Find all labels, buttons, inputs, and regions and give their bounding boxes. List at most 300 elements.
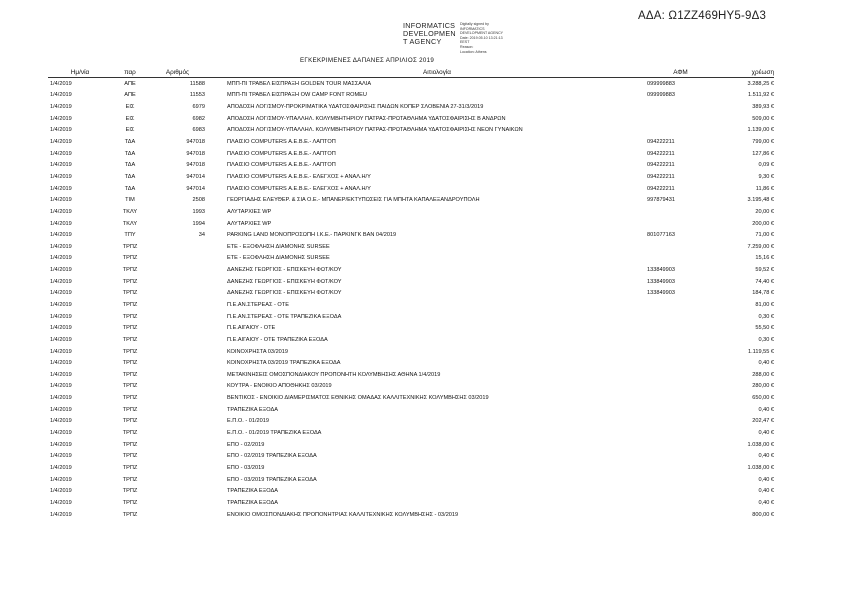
cell-par: ΕΙΣ: [125, 115, 135, 122]
cell-spacer: [205, 427, 227, 439]
cell-spacer: [205, 451, 227, 463]
cell-afm: 099999883: [647, 80, 675, 87]
cell-amount: 288,00 €: [752, 371, 774, 378]
digital-signature-info: [460, 22, 503, 54]
cell-afm: [647, 206, 714, 218]
cell-afm: [647, 427, 714, 439]
cell-par: ΤΡΠΖ: [122, 383, 138, 390]
cell-description: ΜΕΤΑΚΙΝΗΣΕΙΣ ΟΜΟΣΠΟΝΔΙΑΚΟΥ ΠΡΟΠΟΝΗΤΗ ΚΟΛΥΜΒΗΣΗΣ ΑΘΗΝΑ 1/4/2019: [227, 371, 441, 378]
cell-amount: 1.119,55 €: [747, 348, 774, 355]
cell-amount: 74,40 €: [755, 278, 774, 285]
cell-number: 6979: [192, 104, 205, 111]
cell-number: 947014: [186, 173, 205, 180]
table-row: [48, 288, 774, 300]
cell-number: [150, 369, 205, 381]
cell-description: ΒΕΝΤΙΚΟΣ - ΕΝΟΙΚΙΟ ΔΙΑΜΕΡΙΣΜΑΤΟΣ ΕΘΝΙΚΗΣ ΟΜΑΔΑΣ ΚΑΛΛΙΤΕΧΝΙΚΗΣ ΚΟΛΥΜΒΗΣΗΣ 03/2019: [227, 395, 489, 402]
cell-afm: [647, 369, 714, 381]
cell-description: ΔΑΝΕΖΗΣ ΓΕΩΡΓΙΟΣ - ΕΠΙΣΚΕΥΗ ΦΩΤ/ΚΟΥ: [227, 278, 342, 285]
cell-description: ΤΡΑΠΕΖΙΚΑ ΕΞΟΔΑ: [227, 406, 278, 413]
table-row: [48, 264, 774, 276]
cell-description: ΕΠΟ - 03/2019 ΤΡΑΠΕΖΙΚΑ ΕΞΟΔΑ: [227, 476, 317, 483]
cell-description: ΤΡΑΠΕΖΙΚΑ ΕΞΟΔΑ: [227, 488, 278, 495]
cell-afm: [647, 497, 714, 509]
cell-amount: 0,30 €: [758, 336, 774, 343]
cell-spacer: [205, 136, 227, 148]
table-body: [48, 78, 774, 521]
expenses-table: [48, 67, 774, 520]
table-row: [48, 206, 774, 218]
cell-par: ΤΡΠΖ: [122, 301, 138, 308]
cell-description: PARKING LAND ΜΟΝΟΠΡΟΣΩΠΗ Ι.Κ.Ε.- ΠΑΡΚΙΝΓΚ ΒΑΝ 04/2019: [227, 232, 397, 239]
cell-number: [150, 439, 205, 451]
cell-description: Π.Ε.ΑΙΓΑΙΟΥ - ΟΤΕ ΤΡΑΠΕΖΙΚΑ ΕΞΟΔΑ: [227, 336, 328, 343]
cell-par: ΤΡΠΖ: [122, 464, 138, 471]
cell-date: 1/4/2019: [50, 290, 72, 297]
table-row: [48, 404, 774, 416]
table-row: [48, 125, 774, 137]
cell-par: ΤΡΠΖ: [122, 267, 138, 274]
cell-amount: 55,50 €: [755, 325, 774, 332]
header-par: παρ: [110, 67, 150, 78]
cell-description: ΔΑΝΕΖΗΣ ΓΕΩΡΓΙΟΣ - ΕΠΙΣΚΕΥΗ ΦΩΤ/ΚΟΥ: [227, 290, 342, 297]
table-row: [48, 392, 774, 404]
table-row: [48, 229, 774, 241]
cell-number: [150, 241, 205, 253]
cell-afm: [647, 346, 714, 358]
cell-afm: [647, 241, 714, 253]
organization-name: [403, 22, 456, 47]
cell-amount: 389,93 €: [752, 104, 774, 111]
cell-spacer: [205, 194, 227, 206]
cell-afm: [647, 299, 714, 311]
cell-amount: 0,40 €: [758, 430, 774, 437]
signature-info-line: DEVELOPMENT AGENCY: [460, 31, 504, 36]
cell-number: [150, 276, 205, 288]
table-row: [48, 148, 774, 160]
signature-info-line: Digitally signed by: [460, 22, 489, 26]
signature-info-line: Location: Athens: [460, 49, 487, 54]
cell-par: ΑΠΕ: [124, 92, 136, 99]
table-row: [48, 159, 774, 171]
cell-description: ΠΛΑΙΣΙΟ COMPUTERS Α.Ε.Β.Ε.- ΛΑΠΤΟΠ: [227, 150, 336, 157]
cell-description: ΑΠΟΔΟΣΗ ΛΟΓ/ΣΜΟΥ-ΠΡΟΚΡΙΜΑΤΙΚΑ ΥΔΑΤΟΣΦΑΙΡΙΣΗΣ ΠΑΙΔΩΝ ΚΟΠΕΡ ΣΛΟΒΕΝΙΑ 27-31/3/2019: [227, 104, 484, 111]
cell-date: 1/4/2019: [50, 418, 72, 425]
cell-spacer: [205, 334, 227, 346]
organization-name-line: DEVELOPMEN: [403, 29, 456, 39]
cell-description: ΔΑΝΕΖΗΣ ΓΕΩΡΓΙΟΣ - ΕΠΙΣΚΕΥΗ ΦΩΤ/ΚΟΥ: [227, 267, 342, 274]
cell-par: ΤΡΠΖ: [122, 278, 138, 285]
table-row: [48, 357, 774, 369]
cell-afm: [647, 218, 714, 230]
cell-description: Π.Ε.ΑΝ.ΣΤΕΡΕΑΣ - ΟΤΕ ΤΡΑΠΕΖΙΚΑ ΕΞΟΔΑ: [227, 313, 342, 320]
cell-spacer: [205, 485, 227, 497]
cell-par: ΤΡΠΖ: [122, 348, 138, 355]
table-row: [48, 346, 774, 358]
cell-date: 1/4/2019: [50, 348, 72, 355]
cell-spacer: [205, 264, 227, 276]
cell-spacer: [205, 439, 227, 451]
cell-description: ΕΤΕ - ΕΞΟΦΛΗΣΗ ΔΙΑΜΟΝΗΣ SURSEE: [227, 255, 330, 262]
cell-number: [150, 404, 205, 416]
cell-par: ΤΡΠΖ: [122, 325, 138, 332]
cell-date: 1/4/2019: [50, 301, 72, 308]
cell-amount: 1.038,00 €: [747, 441, 774, 448]
cell-par: ΤΡΠΖ: [122, 371, 138, 378]
cell-afm: [647, 451, 714, 463]
cell-date: 1/4/2019: [50, 162, 72, 169]
cell-amount: 3.195,48 €: [747, 197, 774, 204]
cell-spacer: [205, 253, 227, 265]
cell-amount: 20,00 €: [755, 208, 774, 215]
table-row: [48, 101, 774, 113]
cell-number: [150, 322, 205, 334]
cell-afm: [647, 101, 714, 113]
cell-description: ΕΝΟΙΚΙΟ ΟΜΟΣΠΟΝΔΙΑΚΗΣ ΠΡΟΠΟΝΗΤΡΙΑΣ ΚΑΛΛΙΤΕΧΝΙΚΗΣ ΚΟΛΥΜΒΗΣΗΣ - 03/2019: [227, 511, 459, 518]
cell-amount: 3.288,25 €: [747, 80, 774, 87]
table-row: [48, 369, 774, 381]
header-amount: χρέωση: [714, 67, 774, 78]
cell-number: 2508: [192, 197, 205, 204]
cell-spacer: [205, 509, 227, 521]
cell-amount: 0,09 €: [758, 162, 774, 169]
cell-number: 6983: [192, 127, 205, 134]
cell-spacer: [205, 148, 227, 160]
cell-par: ΤΠΥ: [124, 232, 136, 239]
cell-amount: 509,00 €: [752, 115, 774, 122]
cell-afm: [647, 392, 714, 404]
organization-name-line: T AGENCY: [403, 37, 442, 47]
cell-afm: 133849903: [647, 267, 675, 274]
cell-description: Ε.Π.Ο. - 01/2019 ΤΡΑΠΕΖΙΚΑ ΕΞΟΔΑ: [227, 430, 322, 437]
table-row: [48, 253, 774, 265]
cell-date: 1/4/2019: [50, 476, 72, 483]
cell-amount: 1.038,00 €: [747, 464, 774, 471]
table-row: [48, 485, 774, 497]
cell-par: ΤΡΠΖ: [122, 430, 138, 437]
cell-date: 1/4/2019: [50, 325, 72, 332]
cell-date: 1/4/2019: [50, 80, 72, 87]
header-afm: ΑΦΜ: [647, 67, 714, 78]
cell-par: ΤΡΠΖ: [122, 360, 138, 367]
cell-spacer: [205, 311, 227, 323]
cell-spacer: [205, 101, 227, 113]
cell-spacer: [205, 404, 227, 416]
table-row: [48, 194, 774, 206]
cell-amount: 0,30 €: [758, 313, 774, 320]
cell-spacer: [205, 183, 227, 195]
cell-afm: [647, 311, 714, 323]
cell-afm: [647, 485, 714, 497]
table-row: [48, 416, 774, 428]
table-row: [48, 241, 774, 253]
cell-number: [150, 474, 205, 486]
cell-afm: [647, 357, 714, 369]
cell-description: ΕΠΟ - 02/2019 ΤΡΑΠΕΖΙΚΑ ΕΞΟΔΑ: [227, 453, 317, 460]
cell-par: ΤΔΑ: [124, 185, 136, 192]
cell-par: ΕΙΣ: [125, 104, 135, 111]
cell-date: 1/4/2019: [50, 197, 72, 204]
cell-spacer: [205, 357, 227, 369]
cell-par: ΤΡΠΖ: [122, 406, 138, 413]
cell-date: 1/4/2019: [50, 360, 72, 367]
table-row: [48, 322, 774, 334]
cell-spacer: [205, 497, 227, 509]
cell-description: ΠΛΑΙΣΙΟ COMPUTERS Α.Ε.Β.Ε.- ΕΛΕΓΧΟΣ + ΑΝΑΛ.Η/Υ: [227, 185, 371, 192]
cell-amount: 650,00 €: [752, 395, 774, 402]
cell-description: ΚΟΙΝΟΧΡΗΣΤΑ 03/2019: [227, 348, 289, 355]
cell-spacer: [205, 218, 227, 230]
table-row: [48, 299, 774, 311]
cell-date: 1/4/2019: [50, 267, 72, 274]
cell-date: 1/4/2019: [50, 150, 72, 157]
cell-description: ΜΠΠ-ΠΙ ΤΡΑΒΕΛ ΕΙΣΠΡΑΞΗ ΟW CAMP FONT ROMEU: [227, 92, 367, 99]
cell-description: ΕΠΟ - 02/2019: [227, 441, 265, 448]
cell-par: ΤΔΑ: [124, 162, 136, 169]
cell-date: 1/4/2019: [50, 115, 72, 122]
header-description: Αιτιολογία: [227, 67, 647, 78]
cell-number: [150, 485, 205, 497]
cell-date: 1/4/2019: [50, 395, 72, 402]
cell-number: 34: [198, 232, 205, 239]
table-row: [48, 218, 774, 230]
cell-date: 1/4/2019: [50, 243, 72, 250]
cell-par: ΤΚΛΥ: [122, 208, 138, 215]
cell-spacer: [205, 288, 227, 300]
cell-description: ΕΠΟ - 03/2019: [227, 464, 265, 471]
cell-afm: 094222211: [647, 150, 675, 157]
cell-number: 11588: [189, 80, 205, 87]
cell-amount: 0,40 €: [758, 406, 774, 413]
cell-afm: 133849903: [647, 278, 675, 285]
cell-spacer: [205, 416, 227, 428]
cell-par: ΤΡΠΖ: [122, 336, 138, 343]
cell-description: ΚΟΙΝΟΧΡΗΣΤΑ 03/2019 ΤΡΑΠΕΖΙΚΑ ΕΞΟΔΑ: [227, 360, 341, 367]
cell-spacer: [205, 78, 227, 90]
cell-spacer: [205, 381, 227, 393]
cell-spacer: [205, 90, 227, 102]
cell-spacer: [205, 392, 227, 404]
ada-code: ΑΔΑ: Ω1ΖΖ469ΗΥ5-9Δ3: [638, 10, 767, 22]
header-date: Ημ/νία: [48, 67, 110, 78]
table-row: [48, 427, 774, 439]
signature-info-line: EEST: [460, 40, 470, 45]
cell-date: 1/4/2019: [50, 127, 72, 134]
cell-afm: [647, 322, 714, 334]
cell-spacer: [205, 369, 227, 381]
cell-number: [150, 427, 205, 439]
cell-number: 947018: [186, 150, 205, 157]
cell-number: [150, 392, 205, 404]
cell-amount: 184,78 €: [752, 290, 774, 297]
cell-par: ΤΡΠΖ: [122, 313, 138, 320]
cell-date: 1/4/2019: [50, 371, 72, 378]
cell-number: [150, 346, 205, 358]
cell-date: 1/4/2019: [50, 441, 72, 448]
cell-date: 1/4/2019: [50, 232, 72, 239]
cell-date: 1/4/2019: [50, 488, 72, 495]
cell-spacer: [205, 462, 227, 474]
cell-par: ΤΡΠΖ: [122, 255, 138, 262]
cell-description: ΤΡΑΠΕΖΙΚΑ ΕΞΟΔΑ: [227, 499, 278, 506]
cell-description: ΠΛΑΙΣΙΟ COMPUTERS Α.Ε.Β.Ε.- ΛΑΠΤΟΠ: [227, 162, 336, 169]
cell-date: 1/4/2019: [50, 511, 72, 518]
cell-description: ΠΛΑΙΣΙΟ COMPUTERS Α.Ε.Β.Ε.- ΛΑΠΤΟΠ: [227, 139, 336, 146]
cell-number: [150, 299, 205, 311]
cell-afm: 094222211: [647, 185, 675, 192]
cell-amount: 71,00 €: [755, 232, 774, 239]
cell-amount: 127,86 €: [752, 150, 774, 157]
cell-number: 6982: [192, 115, 205, 122]
cell-afm: [647, 462, 714, 474]
cell-afm: [647, 404, 714, 416]
table-row: [48, 78, 774, 90]
header-spacer: [205, 67, 227, 78]
table-row: [48, 381, 774, 393]
cell-spacer: [205, 229, 227, 241]
cell-spacer: [205, 276, 227, 288]
cell-number: [150, 357, 205, 369]
cell-description: ΚΟΥΤΡΑ - ΕΝΟΙΚΙΟ ΑΠΟΘΗΚΗΣ 03/2019: [227, 383, 332, 390]
cell-spacer: [205, 322, 227, 334]
cell-date: 1/4/2019: [50, 499, 72, 506]
cell-description: Π.Ε.ΑΙΓΑΙΟΥ - ΟΤΕ: [227, 325, 276, 332]
cell-par: ΤΔΑ: [124, 150, 136, 157]
table-row: [48, 474, 774, 486]
cell-date: 1/4/2019: [50, 464, 72, 471]
cell-date: 1/4/2019: [50, 208, 72, 215]
cell-date: 1/4/2019: [50, 255, 72, 262]
cell-amount: 0,40 €: [758, 499, 774, 506]
cell-par: ΤΔΑ: [124, 173, 136, 180]
cell-afm: [647, 334, 714, 346]
cell-par: ΤΡΠΖ: [122, 488, 138, 495]
cell-number: 11553: [189, 92, 205, 99]
cell-spacer: [205, 206, 227, 218]
document-title: ΕΓΚΕΚΡΙΜΕΝΕΣ ΔΑΠΑΝΕΣ ΑΠΡΙΛΙΟΣ 2019: [300, 57, 435, 64]
cell-description: ΠΛΑΙΣΙΟ COMPUTERS Α.Ε.Β.Ε.- ΕΛΕΓΧΟΣ + ΑΝΑΛ.Η/Υ: [227, 173, 371, 180]
cell-date: 1/4/2019: [50, 185, 72, 192]
cell-number: [150, 509, 205, 521]
cell-afm: [647, 439, 714, 451]
table-row: [48, 90, 774, 102]
cell-amount: 280,00 €: [752, 383, 774, 390]
cell-afm: [647, 253, 714, 265]
cell-afm: [647, 416, 714, 428]
cell-number: [150, 334, 205, 346]
cell-amount: 0,40 €: [758, 453, 774, 460]
cell-amount: 15,16 €: [755, 255, 774, 262]
cell-par: ΤΚΛΥ: [122, 220, 138, 227]
cell-par: ΑΠΕ: [124, 80, 136, 87]
cell-spacer: [205, 299, 227, 311]
cell-description: ΜΠΠ-ΠΙ ΤΡΑΒΕΛ ΕΙΣΠΡΑΞΗ GOLDEN TOUR ΜΑΣΣΑΛΙΑ: [227, 80, 372, 87]
cell-description: ΑΠΟΔΟΣΗ ΛΟΓ/ΣΜΟΥ-ΥΠΑΛΛΗΛ. ΚΟΛΥΜΒΗΤΗΡΙΟΥ ΠΑΤΡΑΣ-ΠΡΩΤΑΘΛΗΜΑ ΥΔΑΤΟΣΦΑΙΡΙΣΗΣ ΝΕΩΝ ΓΥΝΑΙΚΩΝ: [227, 127, 523, 134]
cell-amount: 1.511,92 €: [747, 92, 774, 99]
cell-amount: 1.139,00 €: [747, 127, 774, 134]
cell-number: [150, 264, 205, 276]
table-row: [48, 439, 774, 451]
cell-amount: 799,00 €: [752, 139, 774, 146]
cell-afm: [647, 381, 714, 393]
cell-date: 1/4/2019: [50, 278, 72, 285]
cell-date: 1/4/2019: [50, 104, 72, 111]
header-number: Αριθμός: [150, 67, 205, 78]
cell-afm: [647, 509, 714, 521]
cell-amount: 0,40 €: [758, 476, 774, 483]
cell-par: ΤΡΠΖ: [122, 290, 138, 297]
table-row: [48, 462, 774, 474]
cell-date: 1/4/2019: [50, 92, 72, 99]
cell-number: [150, 253, 205, 265]
cell-afm: 801077163: [647, 232, 675, 239]
table-row: [48, 171, 774, 183]
cell-date: 1/4/2019: [50, 173, 72, 180]
cell-afm: 094222211: [647, 139, 675, 146]
organization-name-line: INFORMATICS: [403, 21, 456, 30]
table-row: [48, 136, 774, 148]
cell-spacer: [205, 159, 227, 171]
cell-par: ΤΔΑ: [124, 139, 136, 146]
cell-spacer: [205, 474, 227, 486]
cell-amount: 800,00 €: [752, 511, 774, 518]
cell-amount: 11,86 €: [755, 185, 774, 192]
table-header-row: [48, 67, 774, 78]
cell-date: 1/4/2019: [50, 430, 72, 437]
cell-number: [150, 416, 205, 428]
cell-description: ΑΠΟΔΟΣΗ ΛΟΓ/ΣΜΟΥ-ΥΠΑΛΛΗΛ. ΚΟΛΥΜΒΗΤΗΡΙΟΥ ΠΑΤΡΑΣ-ΠΡΩΤΑΘΛΗΜΑ ΥΔΑΤΟΣΦΑΙΡΙΣΗΣ Β ΑΝΔΡΩΝ: [227, 115, 506, 122]
table-row: [48, 451, 774, 463]
cell-description: ΕΤΕ - ΕΞΟΦΛΗΣΗ ΔΙΑΜΟΝΗΣ SURSEE: [227, 243, 330, 250]
cell-par: ΤΡΠΖ: [122, 499, 138, 506]
cell-number: [150, 311, 205, 323]
cell-date: 1/4/2019: [50, 336, 72, 343]
table-row: [48, 509, 774, 521]
cell-description: Π.Ε.ΑΝ.ΣΤΕΡΕΑΣ - ΟΤΕ: [227, 301, 289, 308]
signature-info-line: Reason:: [460, 44, 474, 49]
cell-number: [150, 497, 205, 509]
cell-number: [150, 381, 205, 393]
cell-number: 947018: [186, 139, 205, 146]
cell-afm: 094222211: [647, 173, 675, 180]
cell-spacer: [205, 171, 227, 183]
cell-amount: 7.259,00 €: [747, 243, 774, 250]
cell-date: 1/4/2019: [50, 453, 72, 460]
table-row: [48, 334, 774, 346]
table-row: [48, 276, 774, 288]
cell-number: 947014: [186, 185, 205, 192]
cell-par: ΤΡΠΖ: [122, 243, 138, 250]
cell-amount: 9,30 €: [758, 173, 774, 180]
cell-par: ΤΡΠΖ: [122, 453, 138, 460]
cell-amount: 202,47 €: [752, 418, 774, 425]
signature-info-line: Date: 2019.05.10 13:21:13: [460, 35, 503, 40]
cell-description: ΑΛΥΤΑΡΧΙΕΣ WP: [227, 208, 272, 215]
cell-afm: 094222211: [647, 162, 675, 169]
cell-spacer: [205, 113, 227, 125]
cell-number: [150, 451, 205, 463]
cell-par: ΤΡΠΖ: [122, 395, 138, 402]
cell-par: ΤΙΜ: [125, 197, 135, 204]
cell-amount: 59,52 €: [755, 267, 774, 274]
cell-spacer: [205, 241, 227, 253]
cell-date: 1/4/2019: [50, 220, 72, 227]
cell-number: 1994: [192, 220, 205, 227]
cell-afm: [647, 125, 714, 137]
cell-date: 1/4/2019: [50, 383, 72, 390]
cell-date: 1/4/2019: [50, 139, 72, 146]
cell-par: ΕΙΣ: [125, 127, 135, 134]
cell-afm: 099999883: [647, 92, 675, 99]
